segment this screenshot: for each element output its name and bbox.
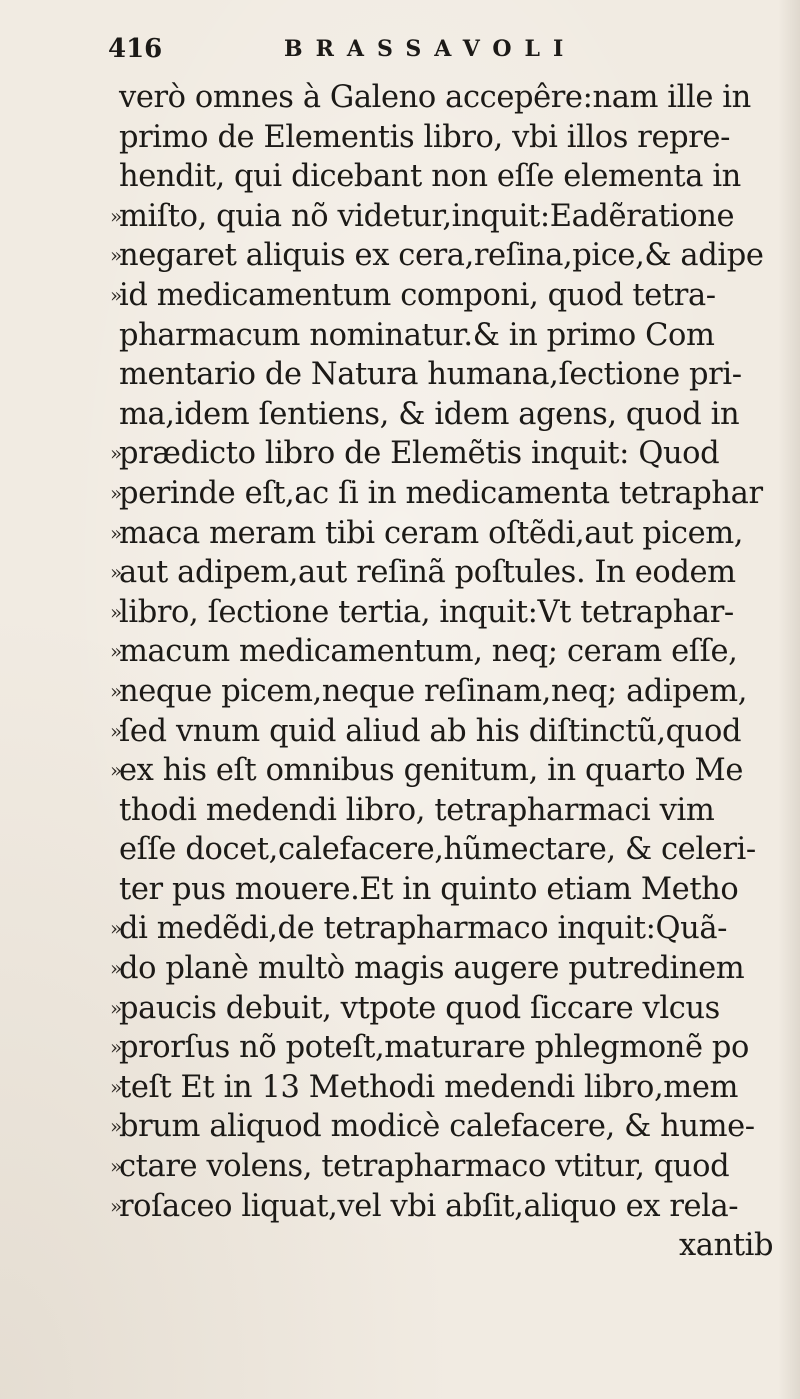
quotation-mark: » — [110, 1114, 123, 1139]
quotation-mark: » — [110, 1035, 123, 1060]
quotation-mark: » — [110, 243, 123, 268]
line-text: eſſe docet,calefacere,hũmectare, & celeri- — [119, 832, 756, 868]
line-text: thodi medendi libro, tetrapharmaci vim — [119, 792, 715, 828]
line-text: verò omnes à Galeno accepêre:nam ille in — [119, 80, 751, 115]
quotation-mark: » — [110, 599, 123, 624]
text-line — [0, 751, 800, 791]
text-line — [0, 553, 800, 593]
line-text: perinde eſt,ac ſi in medicamenta tetraphar — [119, 475, 763, 511]
quotation-mark: » — [110, 203, 123, 228]
line-text: roſaceo liquat,vel vbi abſit,aliquo ex rela- — [119, 1188, 739, 1224]
text-line — [0, 474, 800, 514]
quotation-mark: » — [110, 560, 123, 585]
line-text: ex his eſt omnibus genitum, in quarto Me — [119, 753, 743, 789]
quotation-mark: » — [110, 678, 123, 703]
text-line — [0, 434, 800, 474]
text-line — [0, 276, 800, 316]
text-line — [0, 197, 800, 237]
text-line — [0, 1187, 800, 1227]
catchword: xantib — [679, 1228, 774, 1264]
page-number: 416 — [108, 34, 163, 64]
quotation-mark: » — [110, 1154, 123, 1179]
text-line — [0, 316, 800, 356]
quotation-mark: » — [110, 639, 123, 664]
quotation-mark: » — [110, 282, 123, 307]
line-text: paucis debuit, vtpote quod ſiccare vlcus — [119, 990, 720, 1026]
text-line — [0, 118, 800, 158]
line-text: mentario de Natura humana,ſectione pri- — [119, 357, 742, 393]
line-text: ter pus mouere.Et in quinto etiam Metho — [119, 871, 739, 907]
text-line — [0, 791, 800, 831]
text-line — [0, 1068, 800, 1108]
text-line — [0, 989, 800, 1029]
line-text: macum medicamentum, neq; ceram eſſe, — [119, 634, 738, 670]
line-text: prædicto libro de Elemẽtis inquit: Quod — [119, 436, 720, 472]
quotation-mark: » — [110, 520, 123, 545]
text-line — [0, 672, 800, 712]
text-line — [0, 78, 800, 118]
text-line — [0, 514, 800, 554]
quotation-mark: » — [110, 441, 123, 466]
text-line — [0, 830, 800, 870]
line-text: di medẽdi,de tetrapharmaco inquit:Quã- — [119, 911, 728, 947]
line-text: id medicamentum componi, quod tetra- — [119, 277, 716, 313]
text-line — [0, 632, 800, 672]
text-line — [0, 355, 800, 395]
line-text: ma,idem ſentiens, & idem agens, quod in — [119, 396, 740, 432]
text-line — [0, 157, 800, 197]
text-line — [0, 1107, 800, 1147]
body-text — [0, 78, 800, 1266]
quotation-mark: » — [110, 956, 123, 981]
quotation-mark: » — [110, 480, 123, 505]
line-text: teſt Et in 13 Methodi medendi libro,mem — [119, 1069, 739, 1105]
quotation-mark: » — [110, 916, 123, 941]
running-head: BRASSAVOLI — [284, 36, 577, 62]
page-header — [108, 34, 708, 74]
quotation-mark: » — [110, 718, 123, 743]
line-text: brum aliquod modicè calefacere, & hume- — [119, 1109, 755, 1145]
quotation-mark: » — [110, 1193, 123, 1218]
catchword-line — [0, 1226, 800, 1266]
line-text: negaret aliquis ex cera,reſina,pice,& adipe — [119, 238, 764, 274]
line-text: miſto, quia nõ videtur,inquit:Eadẽratione — [119, 198, 735, 234]
line-text: pharmacum nominatur.& in primo Com — [119, 317, 715, 353]
line-text: neque picem,neque reſinam,neq; adipem, — [119, 673, 747, 709]
text-line — [0, 236, 800, 276]
text-line — [0, 949, 800, 989]
quotation-mark: » — [110, 995, 123, 1020]
line-text: hendit, qui dicebant non eſſe elementa in — [119, 159, 741, 195]
text-line — [0, 593, 800, 633]
line-text: libro, ſectione tertia, inquit:Vt tetraphar- — [119, 594, 734, 630]
line-text: primo de Elementis libro, vbi illos repre- — [119, 119, 730, 155]
text-line — [0, 870, 800, 910]
line-text: maca meram tibi ceram oſtẽdi,aut picem, — [119, 515, 744, 551]
text-line — [0, 395, 800, 435]
line-text: do planè multò magis augere putredinem — [119, 951, 745, 987]
text-line — [0, 1028, 800, 1068]
line-text: aut adipem,aut reſinã poſtules. In eodem — [119, 555, 736, 591]
quotation-mark: » — [110, 758, 123, 783]
text-line — [0, 712, 800, 752]
line-text: ſed vnum quid aliud ab his diſtinctũ,quod — [119, 713, 742, 749]
quotation-mark: » — [110, 1074, 123, 1099]
text-line — [0, 909, 800, 949]
line-text: prorſus nõ poteſt,maturare phlegmonẽ po — [119, 1030, 750, 1066]
line-text: ctare volens, tetrapharmaco vtitur, quod — [119, 1149, 730, 1185]
text-line — [0, 1147, 800, 1187]
